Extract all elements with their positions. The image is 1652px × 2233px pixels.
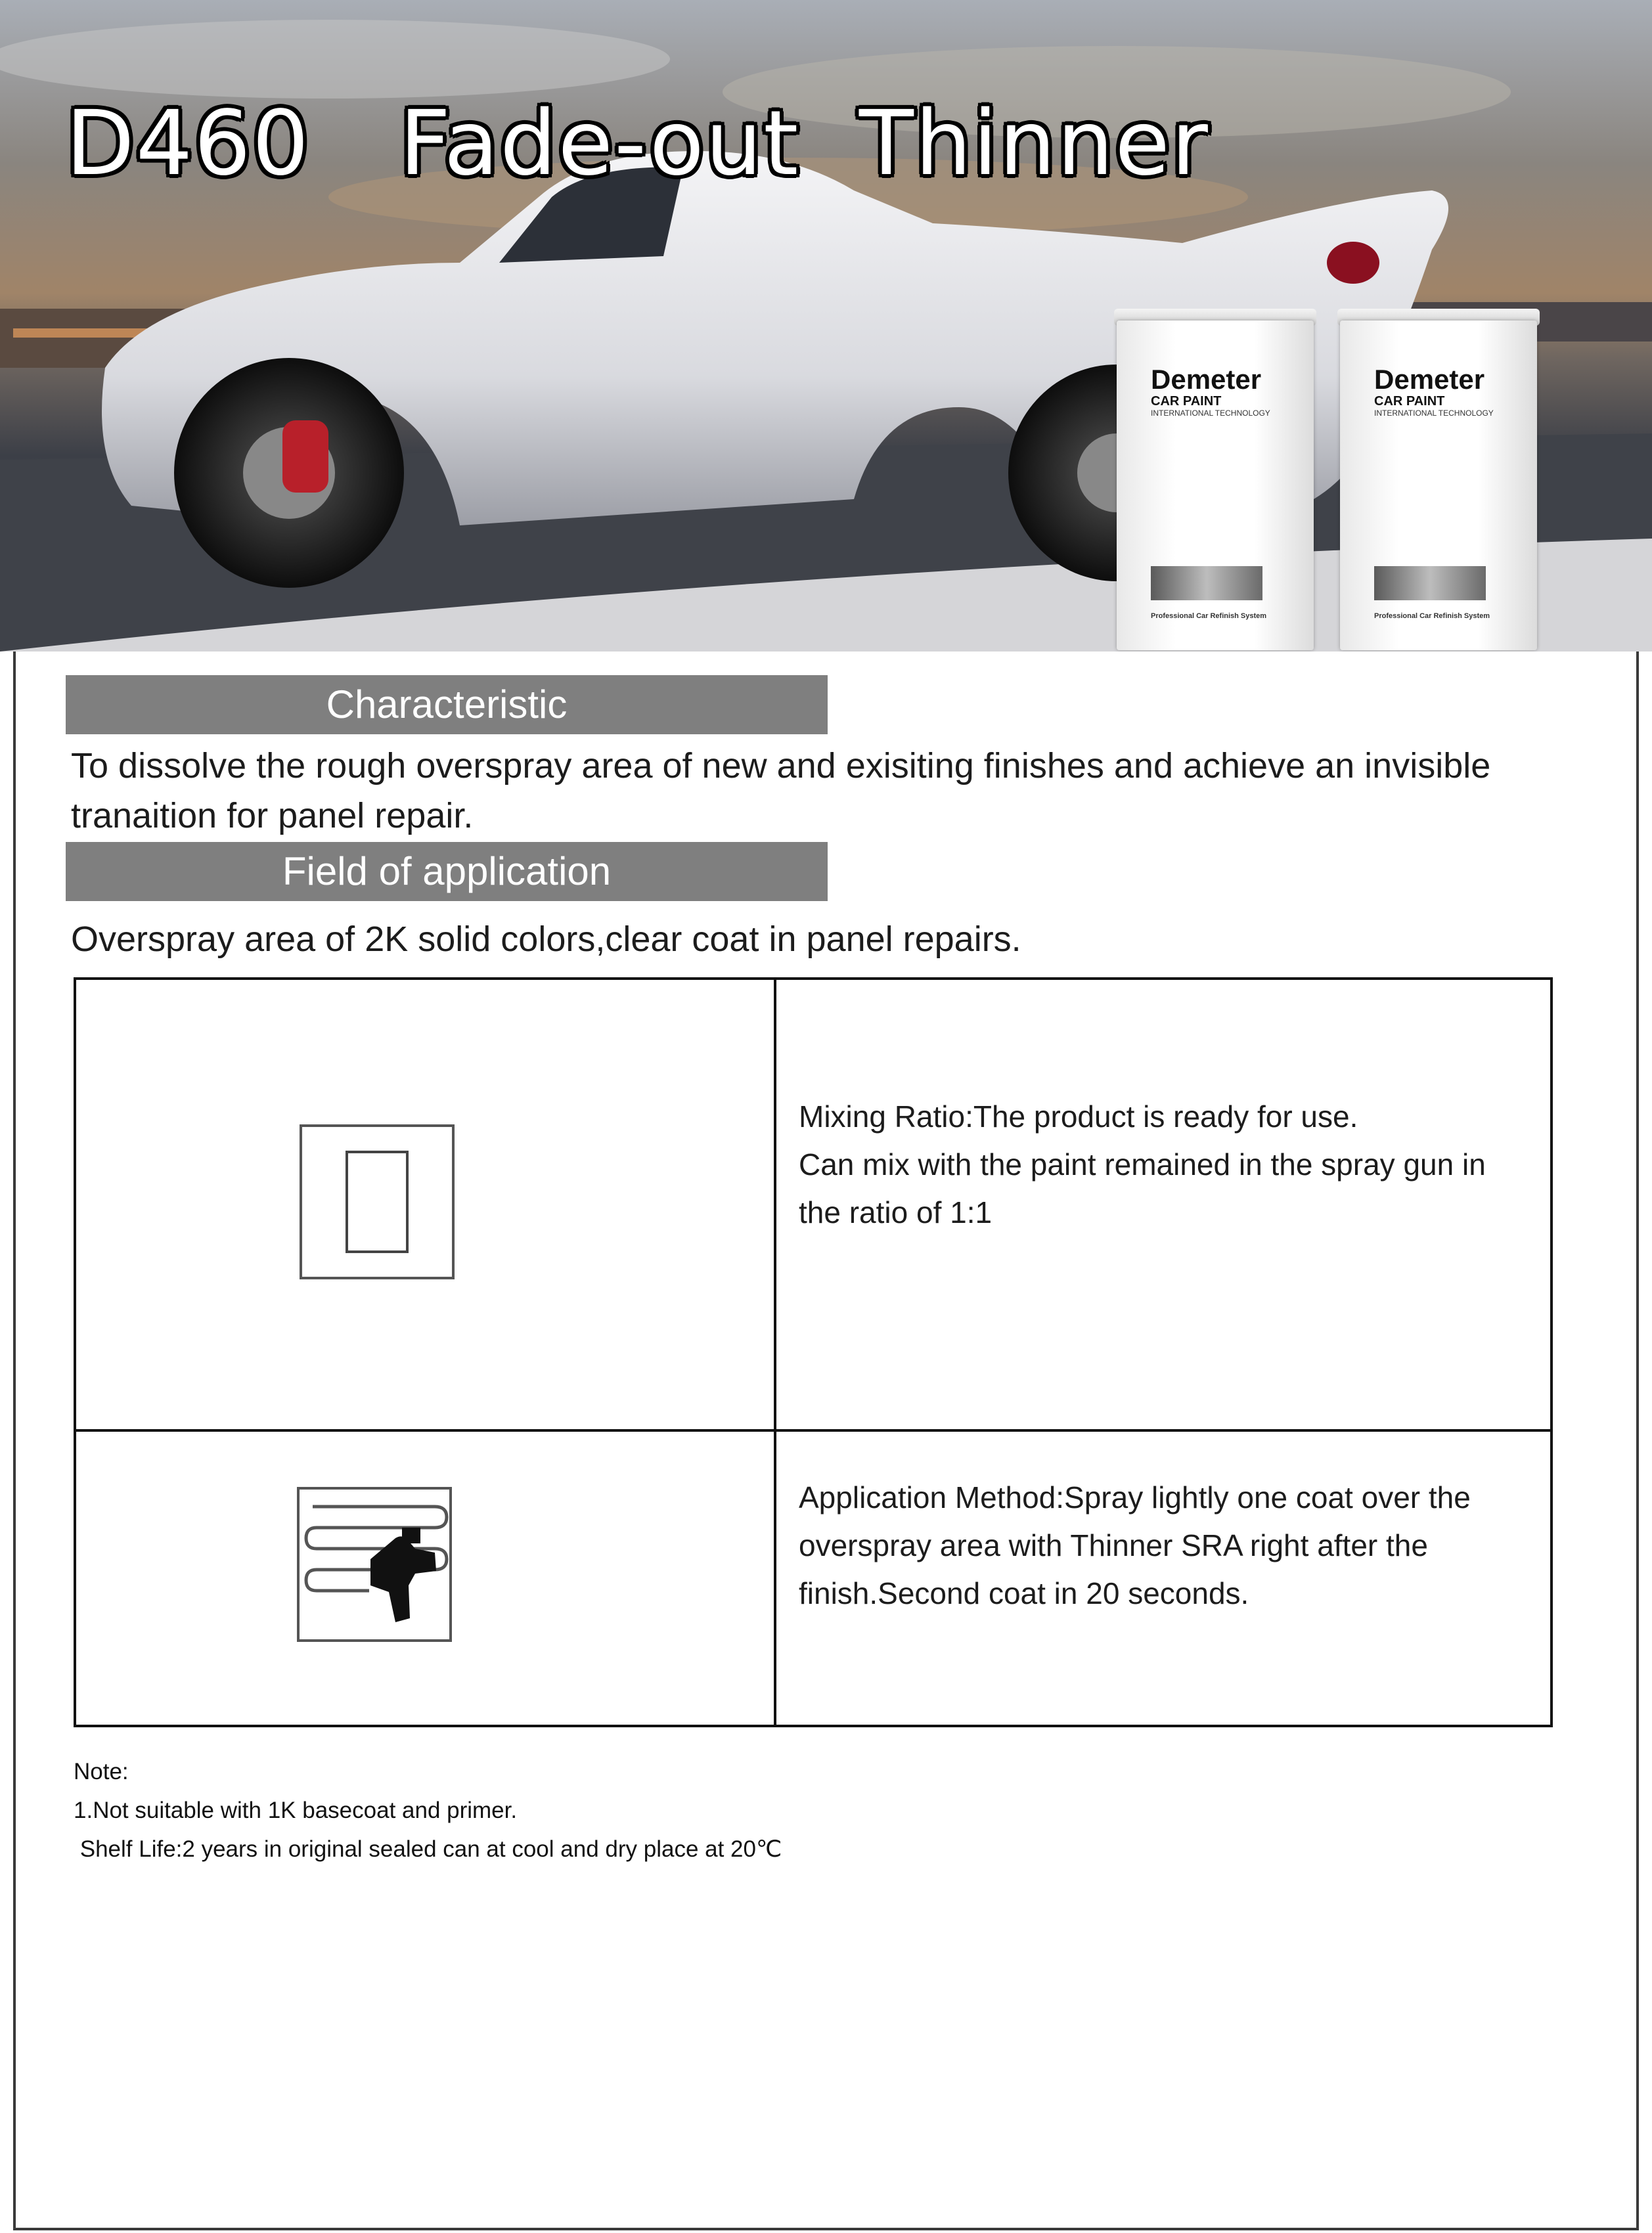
notes-label: Note: — [74, 1759, 129, 1784]
product-can — [1117, 309, 1314, 650]
can-footer-text: Professional Car Refinish System — [1151, 612, 1267, 620]
application-method-line: overspray area with Thinner SRA right after the — [799, 1528, 1428, 1562]
product-title: D460 Fade-out Thinner — [66, 92, 1209, 196]
hero-banner — [0, 0, 1652, 652]
characteristic-text — [71, 741, 1582, 841]
table-row-divider — [76, 1429, 1550, 1432]
mixing-ratio-line: Mixing Ratio:The product is ready for use. — [799, 1099, 1358, 1134]
application-field-text: Overspray area of 2K solid colors,clear coat in panel repairs. — [71, 919, 1021, 959]
can-brand-logo: Demeter — [1151, 364, 1262, 395]
application-field-heading-label: Field of application — [282, 849, 612, 893]
product-can — [1340, 309, 1537, 650]
characteristic-heading — [66, 675, 828, 734]
can-label-line1: CAR PAINT — [1151, 394, 1222, 409]
table-column-divider — [774, 980, 776, 1725]
spray-gun-icon — [297, 1487, 455, 1647]
note-line: Shelf Life:2 years in original sealed can at cool and dry place at 20℃ — [74, 1836, 782, 1862]
can-label-line2: INTERNATIONAL TECHNOLOGY — [1374, 409, 1494, 418]
application-field-heading — [66, 842, 828, 901]
application-method-line: Application Method:Spray lightly one coat over the — [799, 1480, 1471, 1514]
note-line: 1.Not suitable with 1K basecoat and primer. — [74, 1798, 518, 1823]
can-car-photo — [1151, 566, 1262, 600]
spec-table — [74, 977, 1553, 1727]
characteristic-text-line: tranaition for panel repair. — [71, 796, 474, 835]
table-row — [799, 1474, 1541, 1618]
mixing-ratio-icon — [300, 1124, 457, 1285]
can-car-photo — [1374, 566, 1486, 600]
table-row — [799, 1093, 1541, 1237]
characteristic-heading-label: Characteristic — [326, 682, 568, 726]
mixing-ratio-line: Can mix with the paint remained in the spray gun in — [799, 1147, 1486, 1182]
can-label-line1: CAR PAINT — [1374, 394, 1445, 409]
notes-section — [74, 1752, 782, 1868]
mixing-ratio-line: the ratio of 1:1 — [799, 1195, 993, 1229]
application-method-line: finish.Second coat in 20 seconds. — [799, 1576, 1249, 1610]
can-footer-text: Professional Car Refinish System — [1374, 612, 1490, 620]
can-brand-logo: Demeter — [1374, 364, 1485, 395]
can-label-line2: INTERNATIONAL TECHNOLOGY — [1151, 409, 1270, 418]
characteristic-text-line: To dissolve the rough overspray area of new and exisiting finishes and achieve an invisible — [71, 746, 1491, 785]
